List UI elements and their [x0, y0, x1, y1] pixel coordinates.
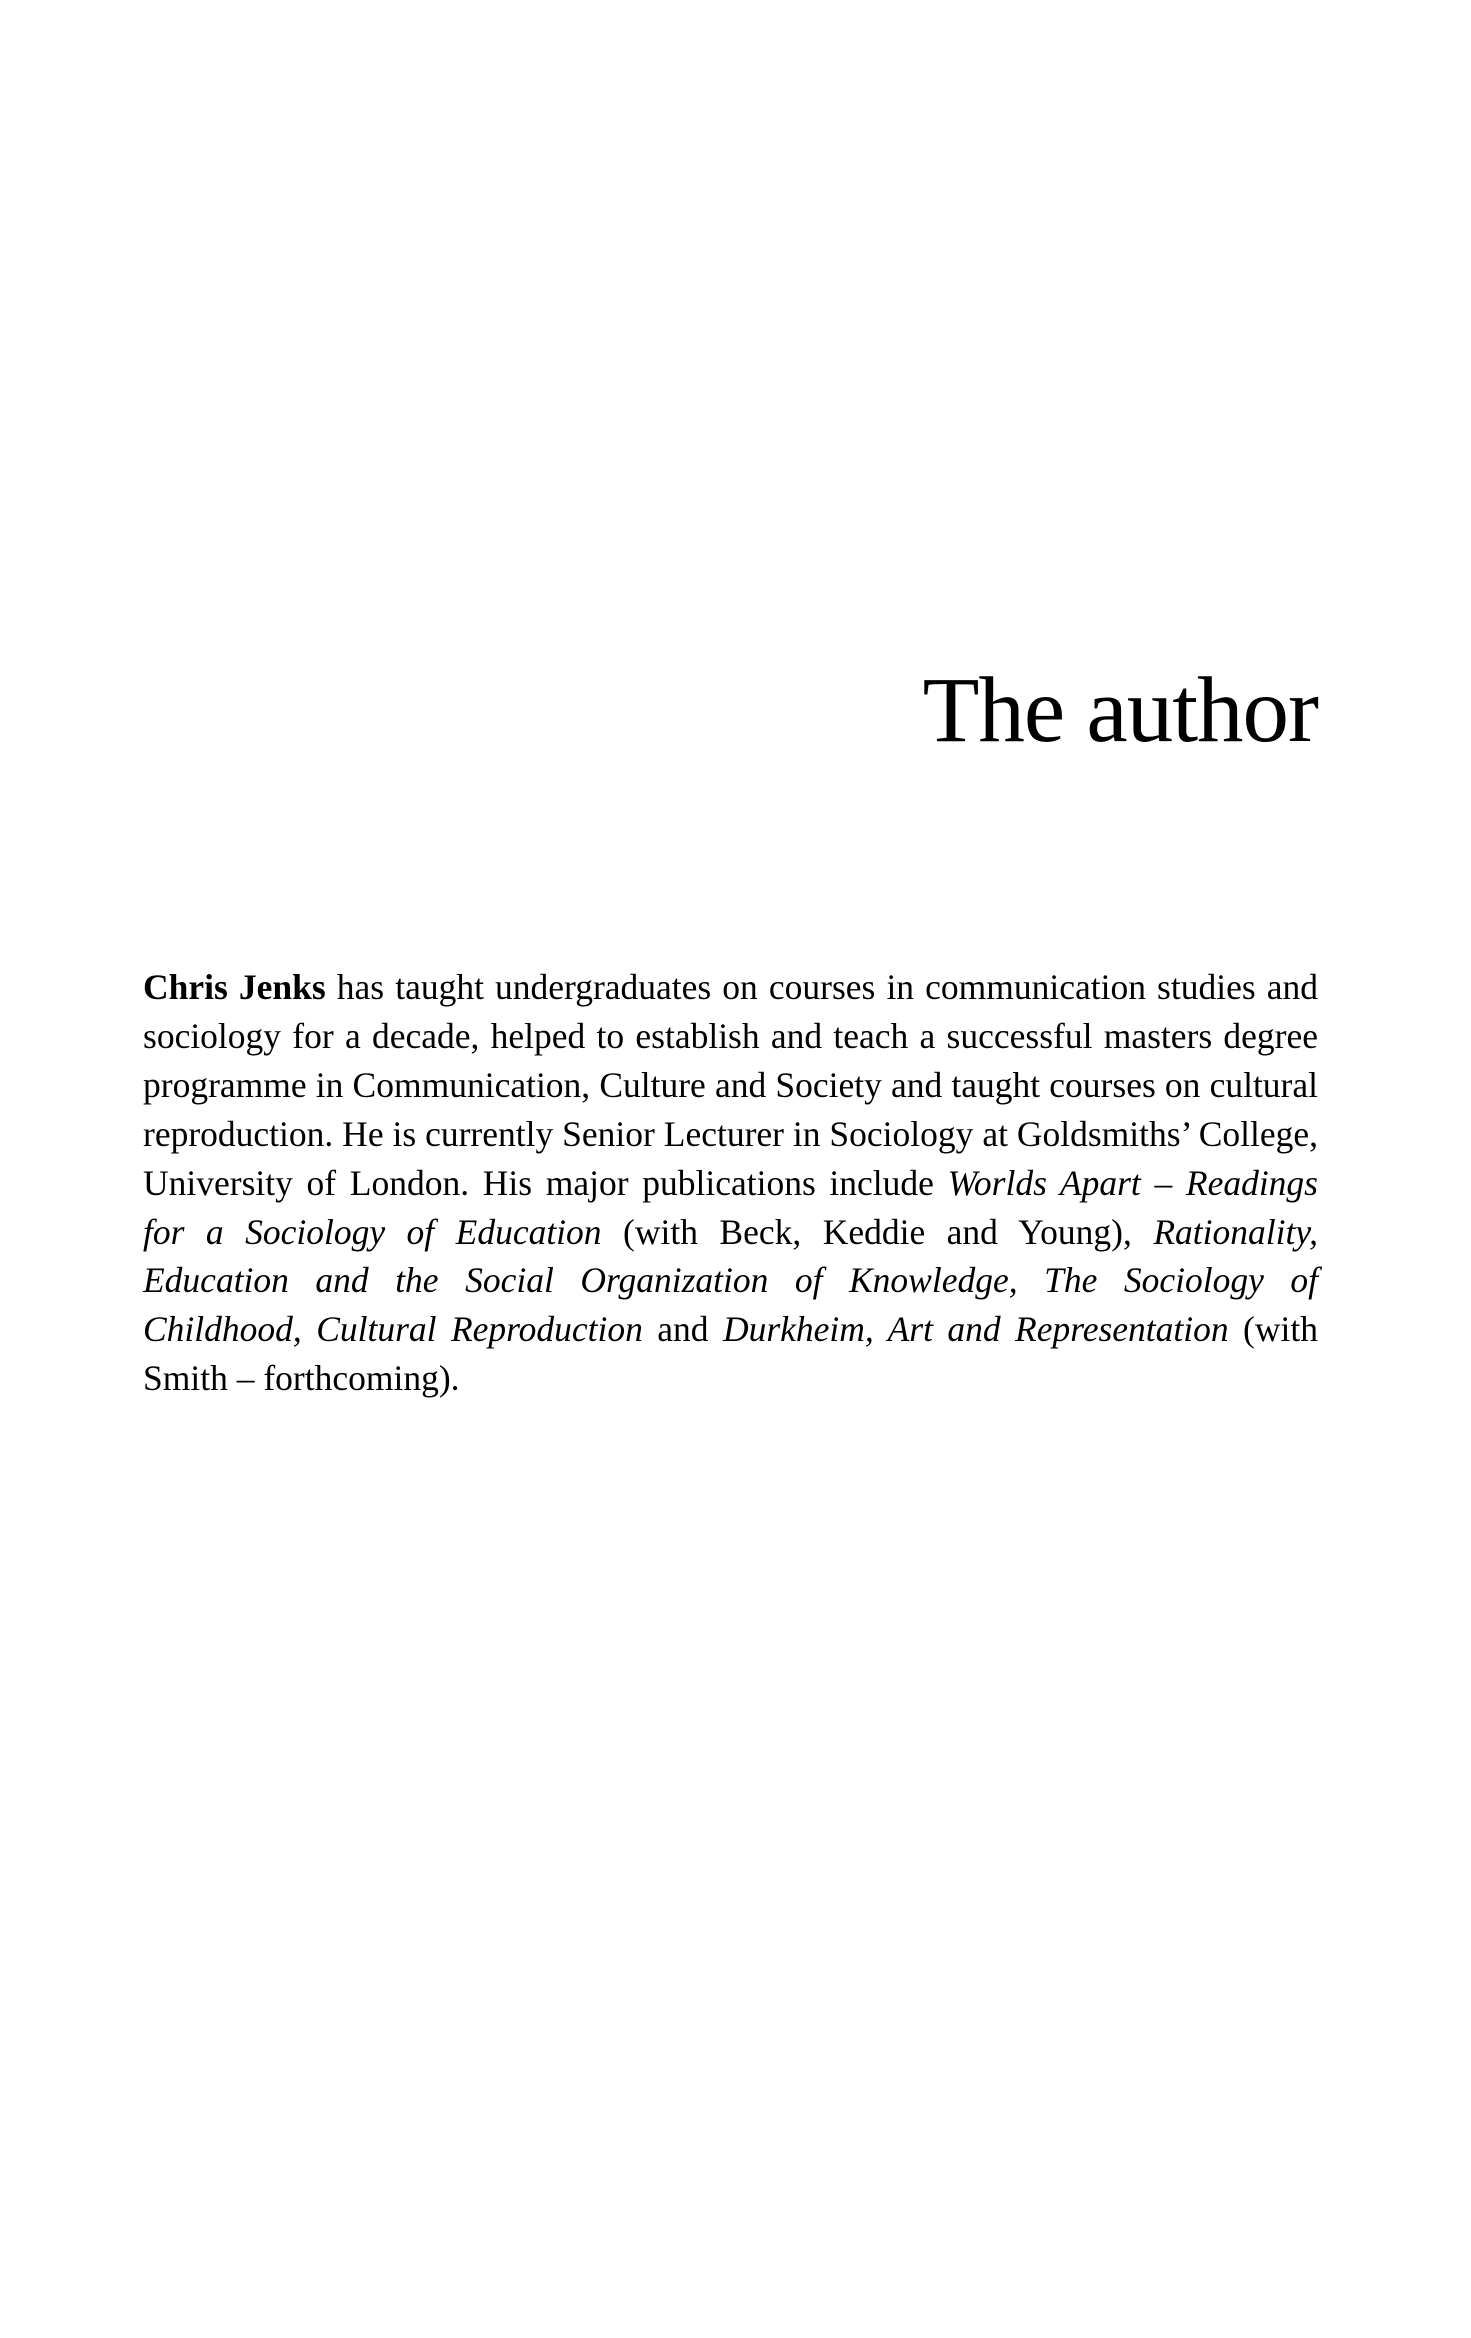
- bio-text-4: (with Smith – forthcoming).: [143, 1309, 1318, 1399]
- bio-text-1: has taught undergraduates on courses in communication studies and sociology for a decade, helped to establish and teach a successful masters degree programme in Communication, Culture and Society and taught courses on cultural reproduction. He is currently Senior Lecturer in Sociology at Goldsmiths’ College, University of London. His major publications include: [143, 967, 1319, 1203]
- page-title: The author: [922, 659, 1318, 762]
- publication-titles-list: Rationality, Education and the Social Organization of Knowledge, The Sociology of Childhood, Cultural Reproduction: [143, 1211, 1319, 1350]
- bio-text-3: and: [642, 1309, 723, 1350]
- publication-title-durkheim: Durkheim, Art and Representation: [722, 1309, 1229, 1350]
- author-bio-paragraph: [143, 963, 1318, 1403]
- author-name: Chris Jenks: [143, 967, 326, 1007]
- publication-title-worlds-apart: Worlds Apart – Readings for a Sociology of Education: [143, 1162, 1319, 1252]
- bio-text-2: (with Beck, Keddie and Young),: [601, 1211, 1154, 1252]
